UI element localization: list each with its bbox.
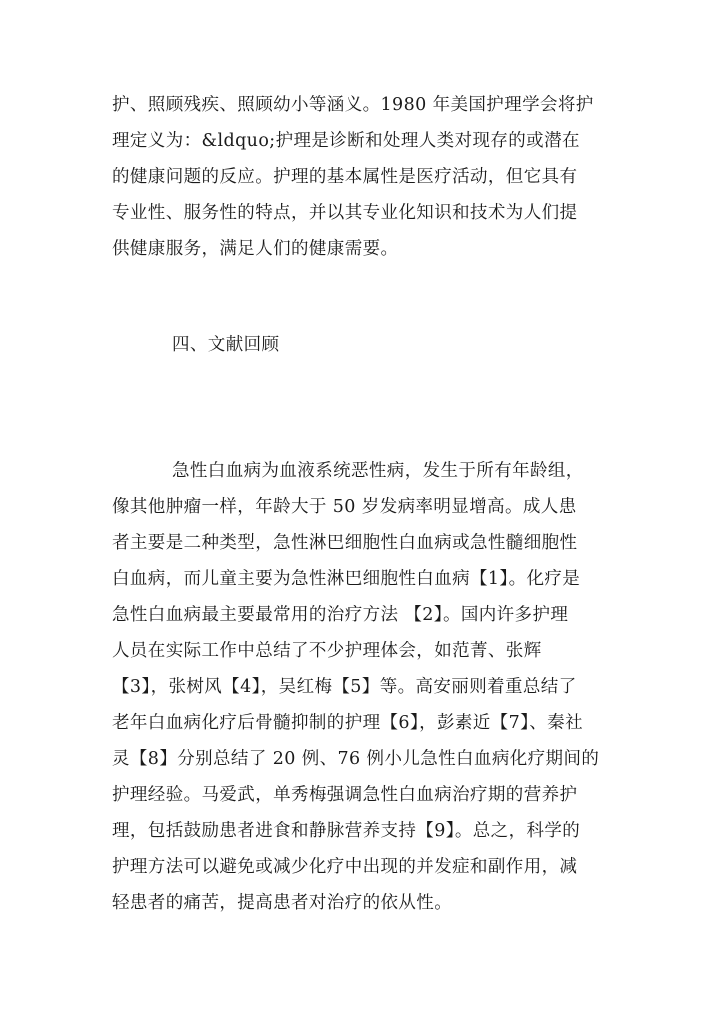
- paragraph-line: 的健康问题的反应。护理的基本属性是医疗活动，但它具有: [112, 167, 578, 187]
- paragraph-line: 理，包括鼓励患者进食和静脉营养支持【9】。总之，科学的: [112, 821, 581, 841]
- paragraph-line: 【3】，张树风【4】，吴红梅【5】等。高安丽则着重总结了: [112, 677, 577, 697]
- paragraph-line: 急性白血病最主要最常用的治疗方法 【2】。国内许多护理: [112, 605, 569, 625]
- paragraph-line: 护理方法可以避免或减少化疗中出现的并发症和副作用，减: [112, 857, 578, 877]
- paragraph-line: 专业性、服务性的特点，并以其专业化知识和技术为人们提: [112, 203, 578, 223]
- paragraph-line: 白血病，而儿童主要为急性淋巴细胞性白血病【1】。化疗是: [112, 569, 581, 589]
- paragraph-line: 轻患者的痛苦，提高患者对治疗的依从性。: [112, 893, 453, 913]
- paragraph-line: 老年白血病化疗后骨髓抑制的护理【6】，彭素近【7】、秦社: [112, 713, 583, 733]
- paragraph-line: 者主要是二种类型，急性淋巴细胞性白血病或急性髓细胞性: [112, 533, 578, 553]
- paragraph-line: 理定义为：&ldquo;护理是诊断和处理人类对现存的或潜在: [112, 131, 580, 151]
- paragraph-line: 护理经验。马爱武，单秀梅强调急性白血病治疗期的营养护: [112, 785, 578, 805]
- paragraph-line: 急性白血病为血液系统恶性病，发生于所有年龄组，: [172, 461, 584, 481]
- paragraph-line: 护、照顾残疾、照顾幼小等涵义。1980 年美国护理学会将护: [112, 95, 594, 115]
- paragraph-line: 灵【8】分别总结了 20 例、76 例小儿急性白血病化疗期间的: [112, 749, 600, 769]
- paragraph-line: 人员在实际工作中总结了不少护理体会，如范菁、张辉: [112, 641, 542, 661]
- paragraph-line: 供健康服务，满足人们的健康需要。: [112, 239, 399, 259]
- section-heading-literature-review: 四、文献回顾: [172, 335, 280, 355]
- paragraph-line: 像其他肿瘤一样，年龄大于 50 岁发病率明显增高。成人患: [112, 497, 577, 517]
